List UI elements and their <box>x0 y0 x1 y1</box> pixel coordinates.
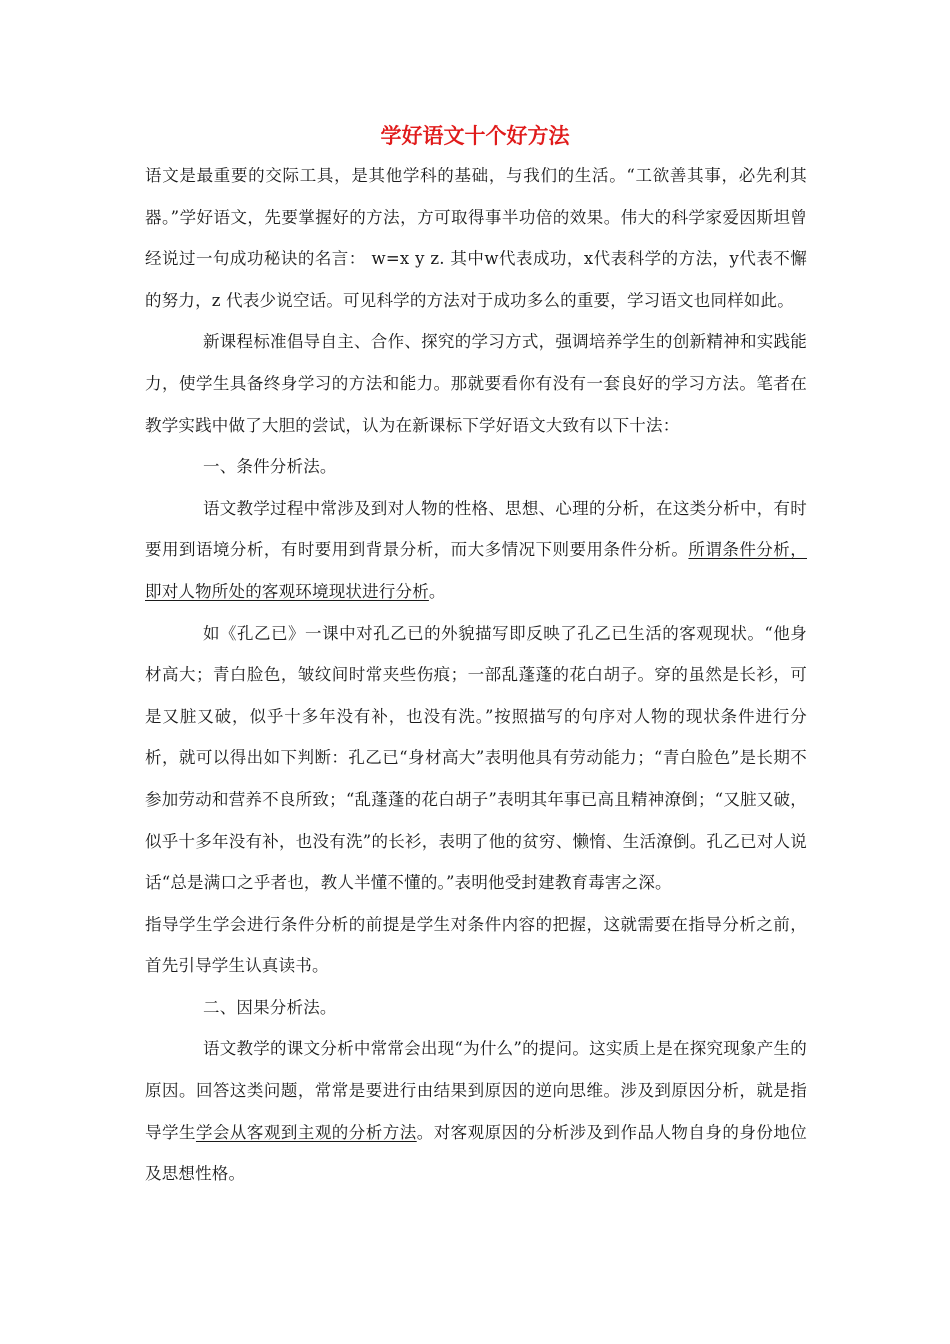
text-segment: 新课程标准倡导自主、合作、探究的学习方式，强调培养学生的创新精神和实践能力，使学生具备终身学习的方法和能力。那就要看你有没有一套良好的学习方法。笔者在教学实践中做了大胆的尝试，认为在新课标下学好语文大致有以下十法： <box>145 332 807 435</box>
text-segment: 如《孔乙已》一课中对孔乙已的外貌描写即反映了孔乙已生活的客观现状。“他身材高大；青白脸色，皱纹间时常夹些伤痕；一部乱蓬蓬的花白胡子。穿的虽然是长衫，可是又脏又破，似乎十多年没有补，也没有洗。”按照描写的句序对人物的现状条件进行分析，就可以得出如下判断：孔乙已“身材高大”表明他具有劳动能力；“青白脸色”是长期不参加劳动和营养不良所致；“乱蓬蓬的花白胡子”表明其年事已高且精神潦倒；“又脏又破，似乎十多年没有补，也没有洗”的长衫，表明了他的贫穷、懒惰、生活潦倒。孔乙已对人说话“总是满口之乎者也，教人半懂不懂的。”表明他受封建教育毒害之深。 <box>145 623 807 893</box>
paragraph <box>145 613 807 904</box>
paragraph <box>145 488 807 613</box>
paragraph <box>145 904 807 987</box>
paragraph <box>145 1028 807 1194</box>
text-segment: 。对客观原因的分析涉及到作品人物自身的身份地位及思想性格。 <box>145 1122 807 1184</box>
section-heading <box>145 446 807 488</box>
document-title: 学好语文十个好方法 <box>380 124 570 148</box>
text-segment: 。 <box>428 581 446 601</box>
text-segment: 一、条件分析法。 <box>203 457 337 477</box>
text-segment: 语文是最重要的交际工具，是其他学科的基础，与我们的生活。“工欲善其事，必先利其器。”学好语文，先要掌握好的方法，方可取得事半功倍的效果。伟大的科学家爱因斯坦曾经说过一句成功秘诀的名言： w=x y z. 其中w代表成功，x代表科学的方法，y代表不懈的努力，z 代表少说空话。可见科学的方法对于成功多么的重要，学习语文也同样如此。 <box>145 166 807 310</box>
text-segment: 指导学生学会进行条件分析的前提是学生对条件内容的把握，这就需要在指导分析之前，首先引导学生认真读书。 <box>145 914 807 976</box>
underlined-text: 学会从客观到主观的分析方法 <box>195 1122 417 1142</box>
document-body <box>145 155 807 1195</box>
underlined-text: 所谓条件分析，即对人物所处的客观环境现状进行分析 <box>145 540 807 601</box>
text-segment: 二、因果分析法。 <box>203 997 337 1017</box>
text-segment: 语文教学的课文分析中常常会出现“为什么”的提问。这实质上是在探究现象产生的原因。回答这类问题，常常是要进行由结果到原因的逆向思维。涉及到原因分析，就是指导学生 <box>145 1039 807 1142</box>
paragraph <box>145 321 807 446</box>
section-heading <box>145 987 807 1029</box>
text-segment: 语文教学过程中常涉及到对人物的性格、思想、心理的分析，在这类分析中，有时要用到语境分析，有时要用到背景分析，而大多情况下则要用条件分析。 <box>145 498 807 560</box>
paragraph <box>145 155 807 321</box>
